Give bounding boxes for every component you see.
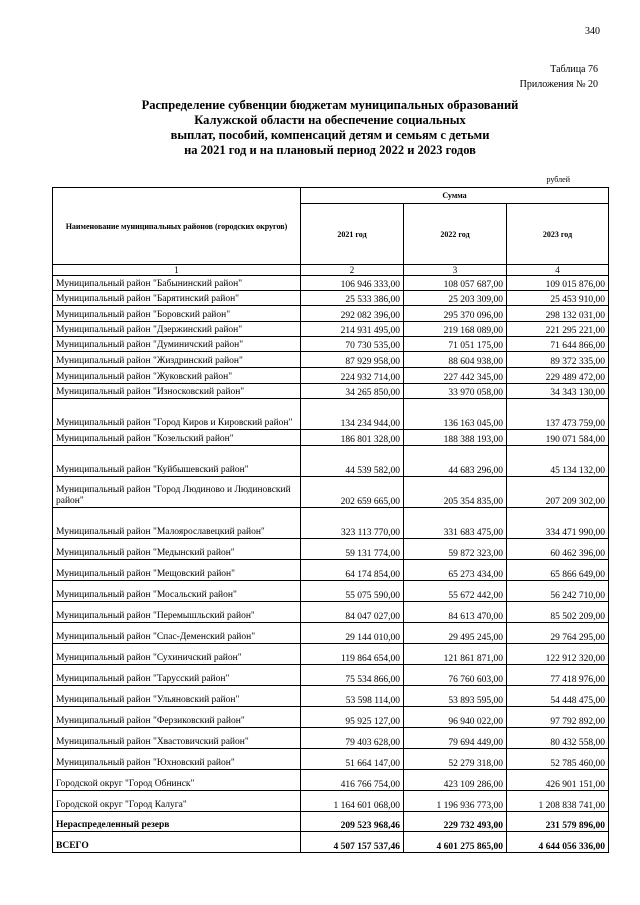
- table-row: [53, 602, 609, 623]
- row-value-2023: 4 644 056 336,00: [507, 832, 609, 853]
- row-value-2022: 65 273 434,00: [404, 560, 507, 581]
- row-value-2022: 55 672 442,00: [404, 581, 507, 602]
- row-value-2023: 426 901 151,00: [507, 770, 609, 791]
- page-number: 340: [585, 26, 600, 37]
- row-name: Муниципальный район "Козельский район": [53, 430, 301, 446]
- header-2023: 2023 год: [507, 204, 609, 265]
- row-name: Муниципальный район "Жуковский район": [53, 368, 301, 384]
- row-value-2023: 85 502 209,00: [507, 602, 609, 623]
- row-value-2021: 214 931 495,00: [301, 322, 404, 337]
- row-name: Муниципальный район "Малоярославецкий район": [53, 508, 301, 539]
- row-value-2023: 29 764 295,00: [507, 623, 609, 644]
- row-name: Нераспределенный резерв: [53, 812, 301, 832]
- row-value-2021: 224 932 714,00: [301, 368, 404, 384]
- row-value-2021: 1 164 601 068,00: [301, 791, 404, 812]
- row-name: Муниципальный район "Юхновский район": [53, 749, 301, 770]
- row-value-2023: 109 015 876,00: [507, 276, 609, 291]
- row-value-2023: 229 489 472,00: [507, 368, 609, 384]
- table-row: [53, 665, 609, 686]
- table-row: [53, 581, 609, 602]
- row-value-2021: 95 925 127,00: [301, 707, 404, 728]
- row-value-2023: 207 209 302,00: [507, 477, 609, 508]
- row-name: Муниципальный район "Город Киров и Кировский район": [53, 399, 301, 430]
- row-name: Муниципальный район "Бабынинский район": [53, 276, 301, 291]
- row-value-2021: 34 265 850,00: [301, 384, 404, 399]
- row-name: Муниципальный район "Жиздринский район": [53, 352, 301, 368]
- row-value-2023: 56 242 710,00: [507, 581, 609, 602]
- row-name: Муниципальный район "Дзержинский район": [53, 322, 301, 337]
- row-value-2021: 53 598 114,00: [301, 686, 404, 707]
- row-value-2023: 80 432 558,00: [507, 728, 609, 749]
- table-ref-line1: Таблица 76: [550, 64, 598, 75]
- row-value-2021: 186 801 328,00: [301, 430, 404, 446]
- row-name: Муниципальный район "Куйбышевский район": [53, 446, 301, 477]
- row-value-2021: 4 507 157 537,46: [301, 832, 404, 853]
- subvention-table: [52, 187, 609, 853]
- table-row: [53, 276, 609, 291]
- row-name: Муниципальный район "Медынский район": [53, 539, 301, 560]
- row-name: Муниципальный район "Город Людиново и Людиновский район": [53, 477, 301, 508]
- row-value-2021: 87 929 958,00: [301, 352, 404, 368]
- row-value-2022: 295 370 096,00: [404, 306, 507, 322]
- row-value-2021: 55 075 590,00: [301, 581, 404, 602]
- row-value-2023: 71 644 866,00: [507, 337, 609, 352]
- row-name: Муниципальный район "Хвастовичский район": [53, 728, 301, 749]
- row-value-2023: 97 792 892,00: [507, 707, 609, 728]
- column-index-row: [53, 265, 609, 276]
- row-value-2021: 202 659 665,00: [301, 477, 404, 508]
- row-value-2022: 136 163 045,00: [404, 399, 507, 430]
- row-value-2021: 59 131 774,00: [301, 539, 404, 560]
- table-row: [53, 832, 609, 853]
- row-value-2022: 423 109 286,00: [404, 770, 507, 791]
- table-row: [53, 508, 609, 539]
- row-value-2022: 219 168 089,00: [404, 322, 507, 337]
- row-value-2022: 229 732 493,00: [404, 812, 507, 832]
- row-name: Муниципальный район "Барятинский район": [53, 291, 301, 306]
- row-value-2022: 79 694 449,00: [404, 728, 507, 749]
- row-value-2021: 106 946 333,00: [301, 276, 404, 291]
- row-name: Муниципальный район "Перемышльский район": [53, 602, 301, 623]
- row-value-2022: 331 683 475,00: [404, 508, 507, 539]
- row-value-2021: 70 730 535,00: [301, 337, 404, 352]
- table-row: [53, 791, 609, 812]
- row-value-2022: 44 683 296,00: [404, 446, 507, 477]
- row-name: Муниципальный район "Думиничский район": [53, 337, 301, 352]
- row-value-2021: 323 113 770,00: [301, 508, 404, 539]
- table-row: [53, 477, 609, 508]
- row-value-2022: 227 442 345,00: [404, 368, 507, 384]
- row-value-2023: 60 462 396,00: [507, 539, 609, 560]
- table-row: [53, 352, 609, 368]
- table-row: [53, 644, 609, 665]
- table-row: [53, 322, 609, 337]
- row-value-2023: 221 295 221,00: [507, 322, 609, 337]
- table-row: [53, 728, 609, 749]
- title-line1: Распределение субвенции бюджетам муниципальных образований: [141, 98, 519, 112]
- table-row: [53, 446, 609, 477]
- table-row: [53, 560, 609, 581]
- row-value-2022: 29 495 245,00: [404, 623, 507, 644]
- row-value-2021: 292 082 396,00: [301, 306, 404, 322]
- table-row: [53, 812, 609, 832]
- table-row: [53, 337, 609, 352]
- row-name: Муниципальный район "Спас-Деменский район": [53, 623, 301, 644]
- header-2021: 2021 год: [301, 204, 404, 265]
- table-row: [53, 430, 609, 446]
- table-row: [53, 707, 609, 728]
- row-value-2023: 45 134 132,00: [507, 446, 609, 477]
- header-name: Наименование муниципальных районов (городских округов): [53, 188, 301, 265]
- header-2022: 2022 год: [404, 204, 507, 265]
- row-name: Муниципальный район "Мосальский район": [53, 581, 301, 602]
- row-value-2021: 64 174 854,00: [301, 560, 404, 581]
- table-row: [53, 291, 609, 306]
- table-row: [53, 384, 609, 399]
- row-value-2022: 108 057 687,00: [404, 276, 507, 291]
- row-name: Муниципальный район "Боровский район": [53, 306, 301, 322]
- row-value-2022: 25 203 309,00: [404, 291, 507, 306]
- row-value-2021: 79 403 628,00: [301, 728, 404, 749]
- col-index-4: 4: [507, 265, 609, 276]
- row-value-2022: 52 279 318,00: [404, 749, 507, 770]
- row-value-2022: 59 872 323,00: [404, 539, 507, 560]
- table-row: [53, 368, 609, 384]
- header-sum: Сумма: [301, 188, 609, 204]
- row-value-2021: 134 234 944,00: [301, 399, 404, 430]
- row-value-2021: 209 523 968,46: [301, 812, 404, 832]
- row-name: Муниципальный район "Мещовский район": [53, 560, 301, 581]
- row-value-2023: 298 132 031,00: [507, 306, 609, 322]
- row-value-2022: 205 354 835,00: [404, 477, 507, 508]
- row-value-2022: 4 601 275 865,00: [404, 832, 507, 853]
- title-line4: на 2021 год и на плановый период 2022 и 2023 годов: [184, 143, 476, 157]
- row-name: Муниципальный район "Ульяновский район": [53, 686, 301, 707]
- table-row: [53, 686, 609, 707]
- row-value-2023: 34 343 130,00: [507, 384, 609, 399]
- col-index-3: 3: [404, 265, 507, 276]
- row-value-2022: 188 388 193,00: [404, 430, 507, 446]
- table-ref-line2: Приложения № 20: [519, 79, 598, 90]
- table-body: [53, 276, 609, 853]
- row-name: Городской округ "Город Калуга": [53, 791, 301, 812]
- row-value-2023: 25 453 910,00: [507, 291, 609, 306]
- row-value-2021: 51 664 147,00: [301, 749, 404, 770]
- table-row: [53, 399, 609, 430]
- row-name: Муниципальный район "Ферзиковский район": [53, 707, 301, 728]
- row-name: Муниципальный район "Износковский район": [53, 384, 301, 399]
- row-value-2022: 84 613 470,00: [404, 602, 507, 623]
- row-value-2023: 54 448 475,00: [507, 686, 609, 707]
- row-value-2021: 25 533 386,00: [301, 291, 404, 306]
- row-value-2022: 121 861 871,00: [404, 644, 507, 665]
- row-value-2022: 76 760 603,00: [404, 665, 507, 686]
- row-name: Муниципальный район "Сухиничский район": [53, 644, 301, 665]
- row-name: Городской округ "Город Обнинск": [53, 770, 301, 791]
- row-value-2022: 1 196 936 773,00: [404, 791, 507, 812]
- row-value-2023: 52 785 460,00: [507, 749, 609, 770]
- row-value-2023: 77 418 976,00: [507, 665, 609, 686]
- document-title: [60, 98, 600, 158]
- row-value-2021: 44 539 582,00: [301, 446, 404, 477]
- row-value-2023: 137 473 759,00: [507, 399, 609, 430]
- col-index-2: 2: [301, 265, 404, 276]
- row-value-2021: 75 534 866,00: [301, 665, 404, 686]
- row-value-2023: 65 866 649,00: [507, 560, 609, 581]
- table-row: [53, 770, 609, 791]
- row-value-2021: 416 766 754,00: [301, 770, 404, 791]
- row-value-2023: 334 471 990,00: [507, 508, 609, 539]
- row-value-2022: 33 970 058,00: [404, 384, 507, 399]
- table-row: [53, 749, 609, 770]
- row-value-2022: 53 893 595,00: [404, 686, 507, 707]
- row-value-2023: 231 579 896,00: [507, 812, 609, 832]
- row-value-2023: 122 912 320,00: [507, 644, 609, 665]
- row-name: Муниципальный район "Тарусский район": [53, 665, 301, 686]
- table-row: [53, 539, 609, 560]
- row-value-2022: 88 604 938,00: [404, 352, 507, 368]
- row-name: ВСЕГО: [53, 832, 301, 853]
- col-index-1: 1: [53, 265, 301, 276]
- row-value-2023: 190 071 584,00: [507, 430, 609, 446]
- row-value-2022: 96 940 022,00: [404, 707, 507, 728]
- row-value-2021: 84 047 027,00: [301, 602, 404, 623]
- title-line2: Калужской области на обеспечение социальных: [194, 113, 466, 127]
- title-line3: выплат, пособий, компенсаций детям и семьям с детьми: [170, 128, 490, 142]
- row-value-2023: 1 208 838 741,00: [507, 791, 609, 812]
- row-value-2021: 119 864 654,00: [301, 644, 404, 665]
- table-row: [53, 623, 609, 644]
- row-value-2022: 71 051 175,00: [404, 337, 507, 352]
- table-row: [53, 306, 609, 322]
- table-reference: [520, 62, 598, 92]
- row-value-2023: 89 372 335,00: [507, 352, 609, 368]
- row-value-2021: 29 144 010,00: [301, 623, 404, 644]
- unit-label: рублей: [546, 175, 570, 184]
